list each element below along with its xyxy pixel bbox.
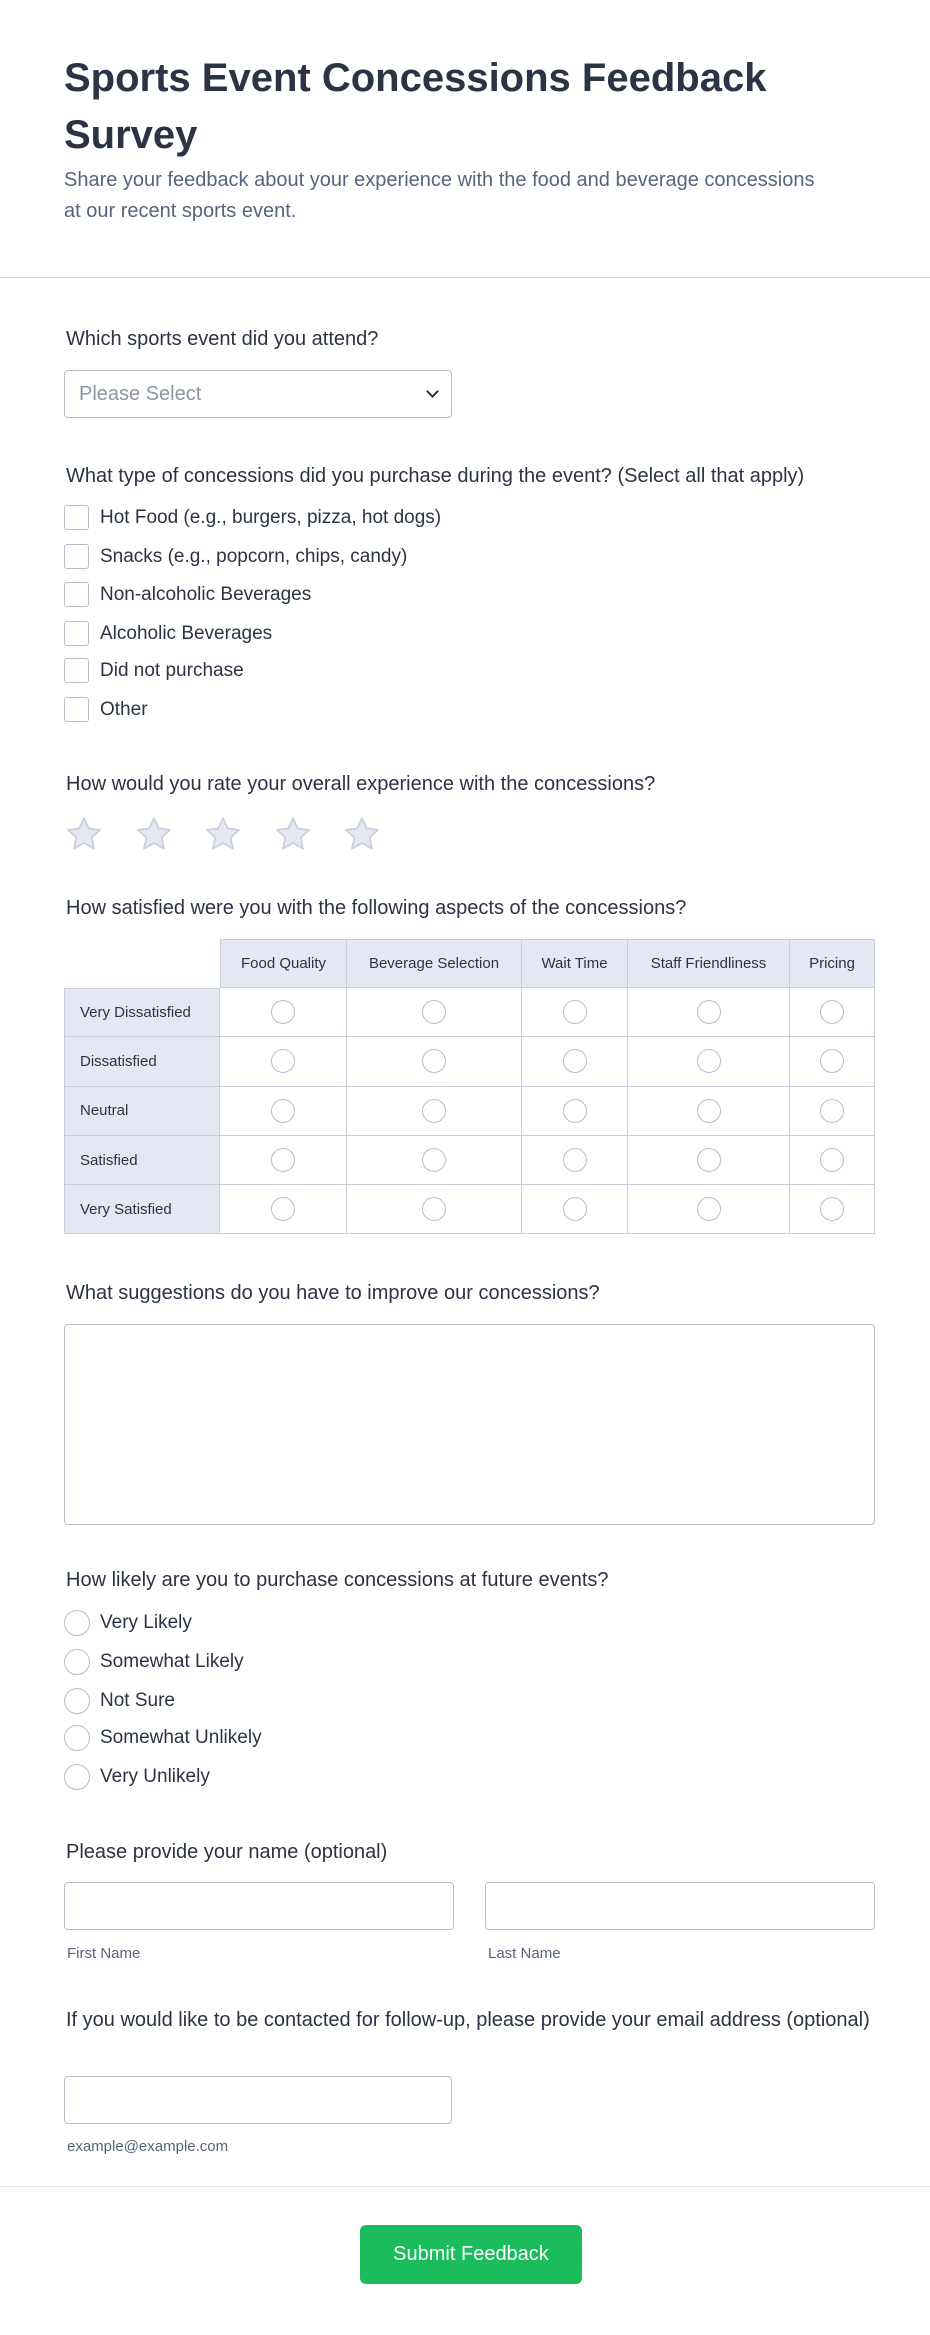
- checkbox-label: Hot Food (e.g., burgers, pizza, hot dogs): [100, 506, 442, 528]
- matrix-radio[interactable]: [563, 1099, 587, 1123]
- footer-divider: [0, 2186, 930, 2187]
- matrix-cell: [220, 1136, 347, 1185]
- matrix-cell: [220, 1185, 347, 1234]
- question-concessions-label: What type of concessions did you purchase during the event? (Select all that apply): [66, 465, 805, 487]
- matrix-cell: [790, 1087, 875, 1136]
- matrix-radio[interactable]: [422, 1049, 446, 1073]
- last-name-input[interactable]: [485, 1882, 875, 1930]
- matrix-row-label: Very Dissatisfied: [64, 988, 220, 1037]
- chevron-down-icon: [426, 385, 439, 398]
- matrix-radio[interactable]: [271, 1099, 295, 1123]
- matrix-radio[interactable]: [422, 1197, 446, 1221]
- checkbox-option[interactable]: [64, 658, 244, 683]
- matrix-cell: [790, 1136, 875, 1185]
- matrix-cell: [522, 1087, 628, 1136]
- page-title: Sports Event Concessions Feedback Survey: [64, 56, 767, 157]
- event-select[interactable]: [64, 370, 452, 418]
- matrix-cell: [347, 1185, 522, 1234]
- checkbox[interactable]: [64, 621, 89, 646]
- matrix-radio[interactable]: [820, 1099, 844, 1123]
- page-subtitle: Share your feedback about your experience with the food and beverage concessions at our recent sports event.: [64, 169, 815, 222]
- matrix-cell: [220, 988, 347, 1037]
- matrix-cell: [628, 1087, 790, 1136]
- matrix-cell: [628, 988, 790, 1037]
- question-suggestions-label: What suggestions do you have to improve our concessions?: [66, 1282, 600, 1304]
- matrix-column-header: Food Quality: [220, 939, 347, 988]
- matrix-radio[interactable]: [271, 1148, 295, 1172]
- matrix-column-header: Pricing: [790, 939, 875, 988]
- matrix-radio[interactable]: [820, 1049, 844, 1073]
- star-icon[interactable]: [273, 814, 313, 854]
- matrix-cell: [790, 988, 875, 1037]
- checkbox[interactable]: [64, 582, 89, 607]
- question-name-label: Please provide your name (optional): [66, 1841, 388, 1863]
- matrix-radio[interactable]: [820, 1197, 844, 1221]
- matrix-cell: [220, 1037, 347, 1086]
- checkbox-option[interactable]: [64, 582, 311, 607]
- matrix-row-label: Very Satisfied: [64, 1185, 220, 1234]
- last-name-sublabel: Last Name: [488, 1945, 561, 1962]
- checkbox-option[interactable]: [64, 697, 148, 722]
- matrix-cell: [790, 1037, 875, 1086]
- radio-label: Somewhat Likely: [100, 1651, 244, 1672]
- radio-label: Not Sure: [100, 1690, 175, 1711]
- matrix-cell: [628, 1037, 790, 1086]
- matrix-row-label: Neutral: [64, 1087, 220, 1136]
- matrix-radio[interactable]: [271, 1197, 295, 1221]
- checkbox-label: Did not purchase: [100, 659, 244, 681]
- checkbox[interactable]: [64, 697, 89, 722]
- radio[interactable]: [64, 1688, 90, 1714]
- radio-option[interactable]: [64, 1610, 192, 1636]
- matrix-radio[interactable]: [563, 1197, 587, 1221]
- matrix-radio[interactable]: [563, 1000, 587, 1024]
- matrix-radio[interactable]: [422, 1148, 446, 1172]
- matrix-radio[interactable]: [271, 1000, 295, 1024]
- radio-label: Very Unlikely: [100, 1766, 210, 1787]
- star-icon[interactable]: [203, 814, 243, 854]
- radio[interactable]: [64, 1725, 90, 1751]
- checkbox-label: Other: [100, 698, 148, 720]
- matrix-cell: [347, 1136, 522, 1185]
- matrix-radio[interactable]: [820, 1148, 844, 1172]
- matrix-radio[interactable]: [697, 1000, 721, 1024]
- checkbox-label: Alcoholic Beverages: [100, 622, 273, 644]
- checkbox-label: Snacks (e.g., popcorn, chips, candy): [100, 545, 408, 567]
- header-divider: [0, 277, 930, 278]
- matrix-row-label: Satisfied: [64, 1136, 220, 1185]
- matrix-cell: [628, 1185, 790, 1234]
- submit-button[interactable]: Submit Feedback: [360, 2225, 582, 2284]
- matrix-radio[interactable]: [697, 1049, 721, 1073]
- matrix-radio[interactable]: [820, 1000, 844, 1024]
- radio-label: Somewhat Unlikely: [100, 1727, 262, 1748]
- radio-option[interactable]: [64, 1649, 244, 1675]
- matrix-radio[interactable]: [563, 1148, 587, 1172]
- satisfaction-matrix: [64, 939, 875, 1236]
- matrix-cell: [790, 1185, 875, 1234]
- matrix-cell: [347, 1037, 522, 1086]
- suggestions-textarea[interactable]: [64, 1324, 875, 1525]
- radio-option[interactable]: [64, 1725, 262, 1751]
- matrix-cell: [522, 1185, 628, 1234]
- matrix-cell: [220, 1087, 347, 1136]
- question-email-label: If you would like to be contacted for follow-up, please provide your email address (optional): [66, 2009, 870, 2031]
- radio[interactable]: [64, 1764, 90, 1790]
- star-icon[interactable]: [64, 814, 104, 854]
- matrix-radio[interactable]: [422, 1099, 446, 1123]
- question-event-label: Which sports event did you attend?: [66, 328, 379, 350]
- radio[interactable]: [64, 1649, 90, 1675]
- radio[interactable]: [64, 1610, 90, 1636]
- matrix-column-header: Staff Friendliness: [628, 939, 790, 988]
- radio-option[interactable]: [64, 1764, 210, 1790]
- matrix-radio[interactable]: [422, 1000, 446, 1024]
- checkbox-option[interactable]: [64, 621, 272, 646]
- matrix-radio[interactable]: [271, 1049, 295, 1073]
- question-satisfaction-label: How satisfied were you with the following aspects of the concessions?: [66, 897, 687, 919]
- checkbox-option[interactable]: [64, 505, 441, 530]
- matrix-radio[interactable]: [563, 1049, 587, 1073]
- matrix-column-header: Wait Time: [522, 939, 628, 988]
- matrix-radio[interactable]: [697, 1197, 721, 1221]
- checkbox-option[interactable]: [64, 544, 407, 569]
- checkbox[interactable]: [64, 505, 89, 530]
- select-placeholder: Please Select: [79, 382, 202, 405]
- checkbox-label: Non-alcoholic Beverages: [100, 583, 312, 605]
- first-name-input[interactable]: [64, 1882, 454, 1930]
- question-likelihood-label: How likely are you to purchase concessions at future events?: [66, 1569, 609, 1591]
- matrix-cell: [347, 988, 522, 1037]
- matrix-cell: [628, 1136, 790, 1185]
- matrix-radio[interactable]: [697, 1148, 721, 1172]
- first-name-sublabel: First Name: [67, 1945, 141, 1962]
- star-icon[interactable]: [342, 814, 382, 854]
- radio-label: Very Likely: [100, 1612, 192, 1633]
- matrix-column-header: Beverage Selection: [347, 939, 522, 988]
- matrix-cell: [522, 1136, 628, 1185]
- matrix-cell: [522, 1037, 628, 1086]
- radio-option[interactable]: [64, 1688, 175, 1714]
- checkbox[interactable]: [64, 658, 89, 683]
- matrix-row-label: Dissatisfied: [64, 1037, 220, 1086]
- email-sublabel: example@example.com: [67, 2138, 229, 2155]
- question-rating-label: How would you rate your overall experience with the concessions?: [66, 773, 656, 795]
- matrix-cell: [347, 1087, 522, 1136]
- matrix-cell: [522, 988, 628, 1037]
- email-input[interactable]: [64, 2076, 452, 2124]
- matrix-radio[interactable]: [697, 1099, 721, 1123]
- checkbox[interactable]: [64, 544, 89, 569]
- star-icon[interactable]: [134, 814, 174, 854]
